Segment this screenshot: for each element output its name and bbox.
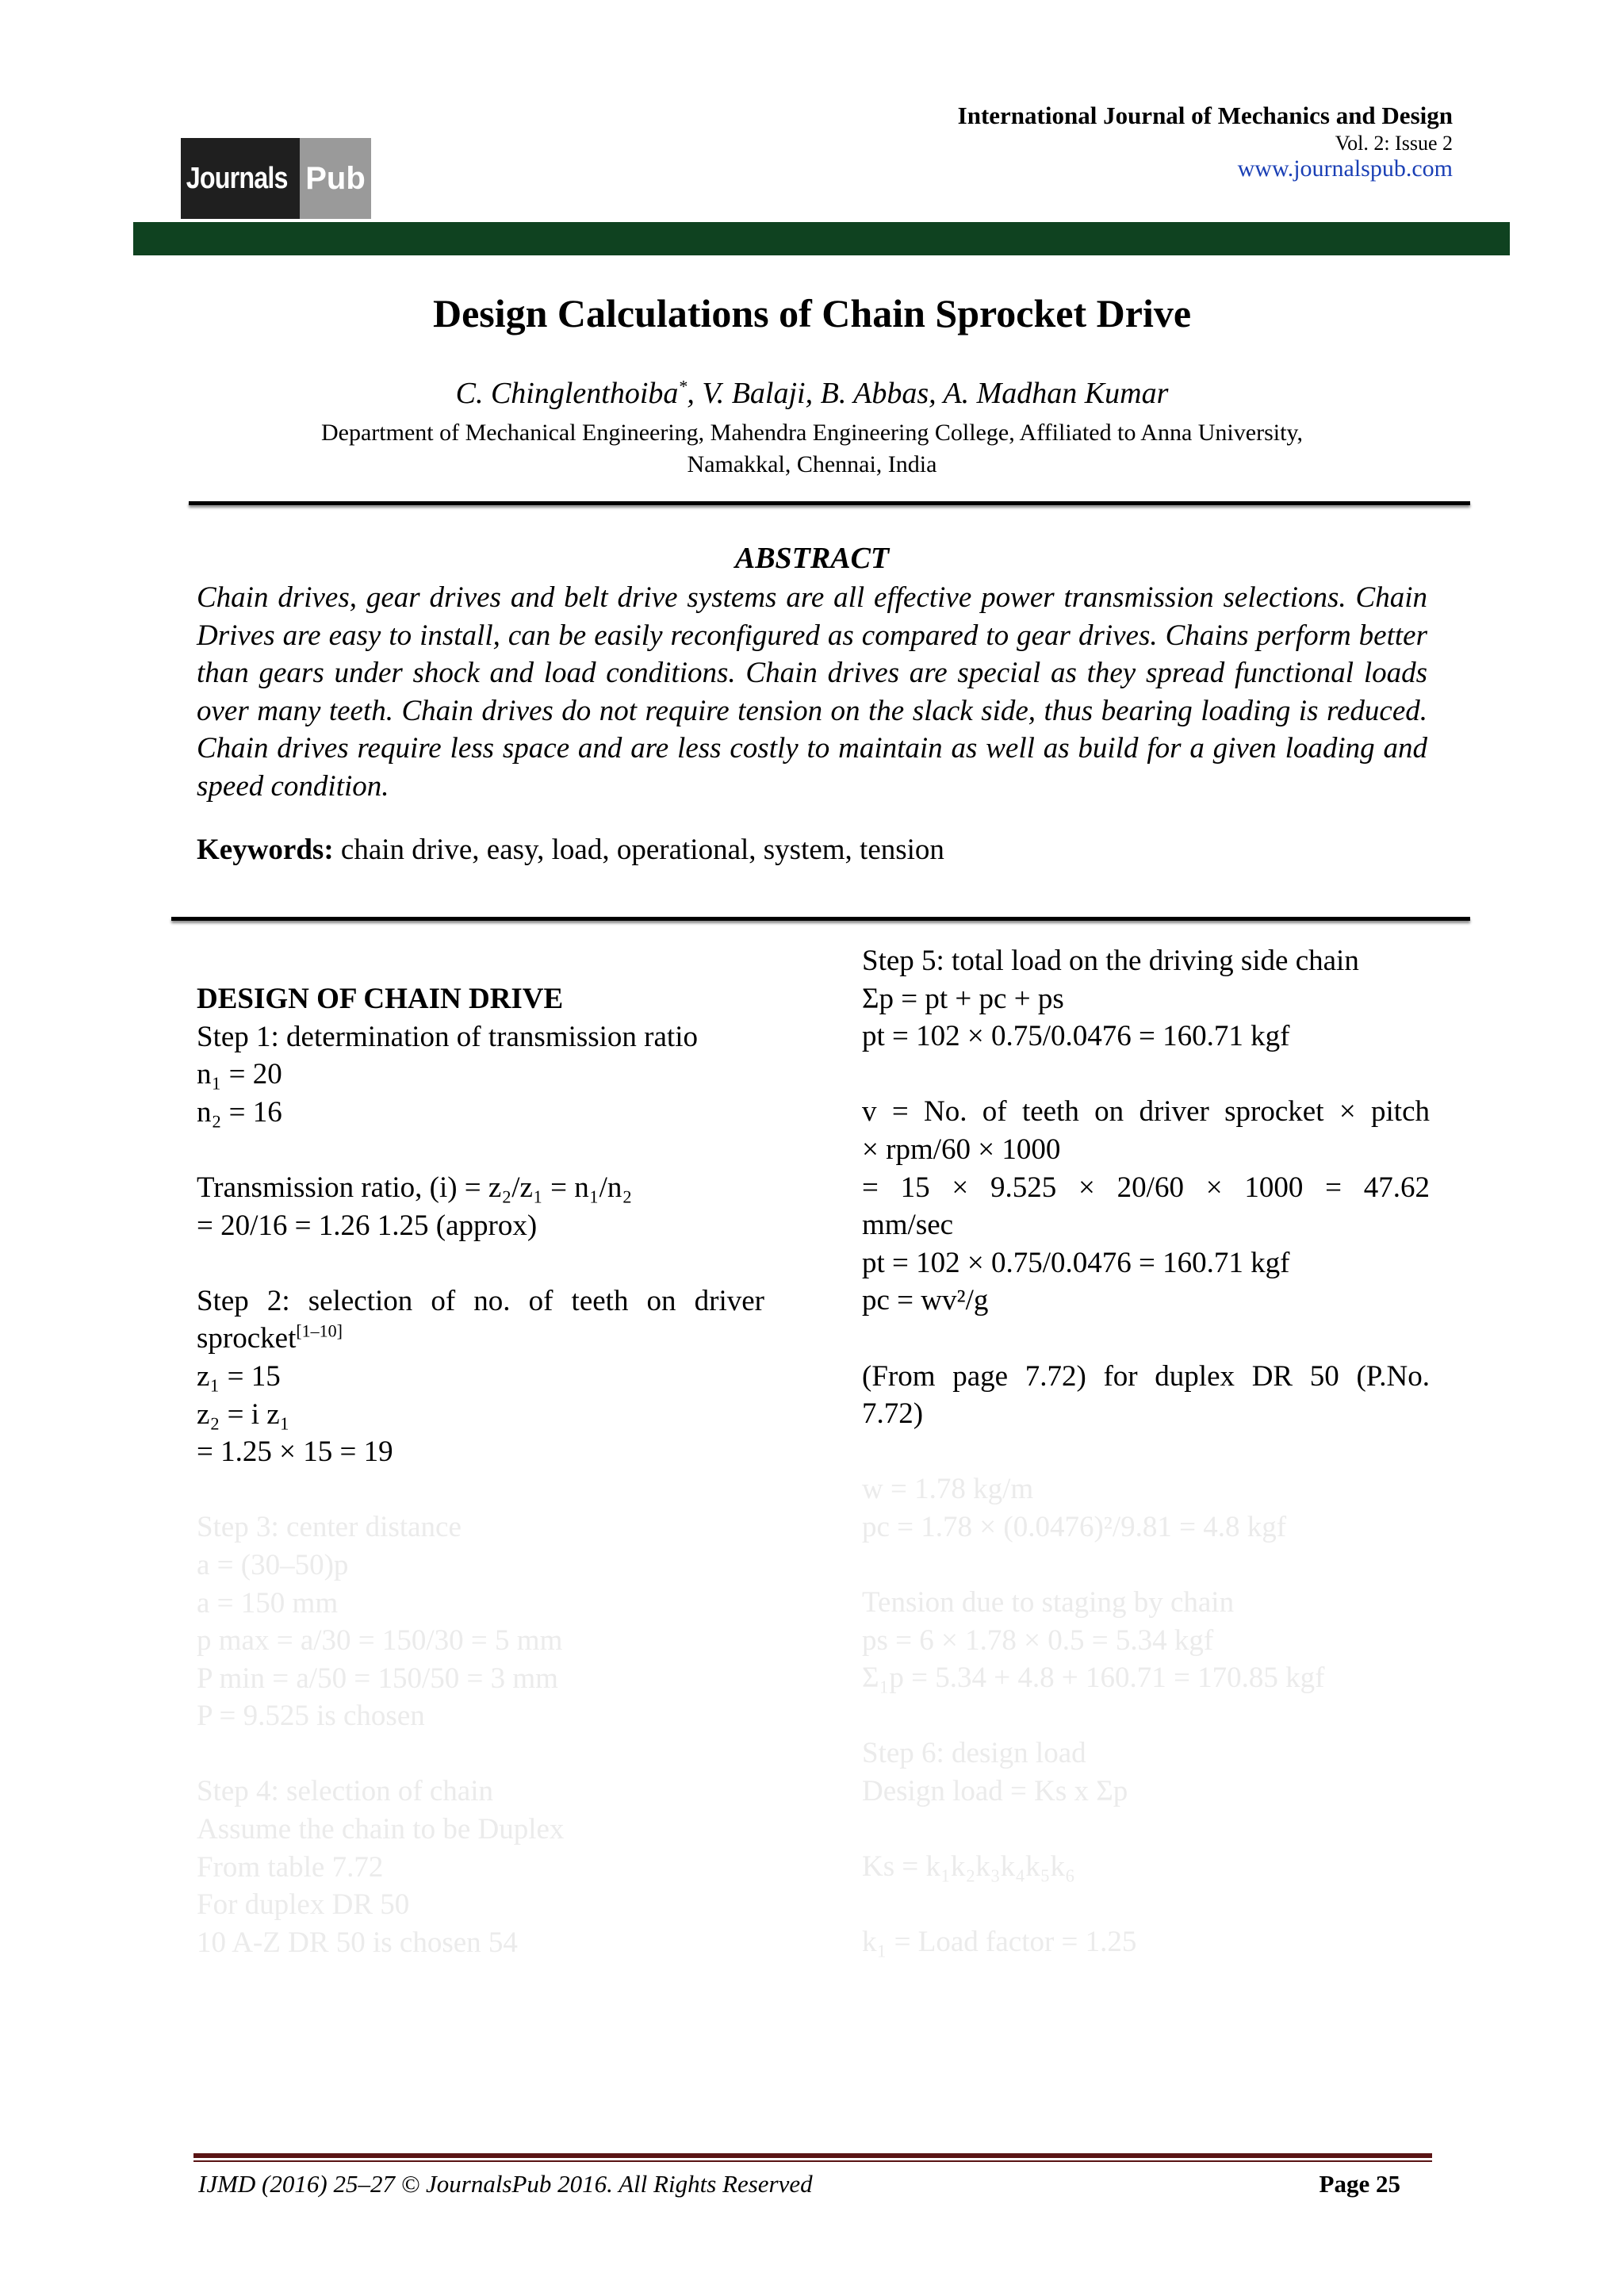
section-heading: DESIGN OF CHAIN DRIVE (197, 983, 564, 1015)
faded-line: 10 A-Z DR 50 is chosen 54 (197, 1926, 518, 1959)
citation-ref[interactable]: [1–10] (296, 1321, 343, 1342)
corresponding-mark: * (678, 376, 688, 397)
author-main: C. Chinglenthoiba (455, 377, 679, 410)
faded-line: a = 150 mm (197, 1586, 339, 1619)
affiliation (198, 417, 1426, 481)
faded-line: Step 6: design load (862, 1737, 1086, 1770)
abstract-heading: ABSTRACT (734, 542, 890, 575)
abstract-text: Chain drives, gear drives and belt drive systems are all effective power transmission selections. Chain Drives are easy to install, can be easily reconfigured as compared to gear drives. Chains perform better than gears under shock and load conditions. Chain drives are special as they spread functional loads over many teeth. Chain drives do not require tension on the slack side, thus bearing loading is reduced. Chain drives require less space and are less costly to maintain as well as build for a given loading and speed condition. (197, 581, 1427, 803)
faded-line: ps = 6 × 1.78 × 0.5 = 5.34 kgf (862, 1623, 1214, 1657)
body-line: × rpm/60 × 1000 (862, 1133, 1061, 1166)
body-line: pt = 102 × 0.75/0.0476 = 160.71 kgf (862, 1246, 1290, 1279)
journal-url[interactable]: www.journalspub.com (1237, 155, 1453, 182)
faded-line: w = 1.78 kg/m (862, 1473, 1034, 1506)
body-line: = 1.25 × 15 = 19 (197, 1435, 393, 1469)
body-line: z₁ = 15 (197, 1359, 281, 1393)
faded-line: From table 7.72 (197, 1850, 384, 1884)
body-line: Step 2: selection of no. of teeth on driver (197, 1284, 764, 1317)
faded-line: Assume the chain to be Duplex (197, 1813, 565, 1846)
body-line: pt = 102 × 0.75/0.0476 = 160.71 kgf (862, 1020, 1290, 1053)
body-line: Step 5: total load on the driving side chain (862, 945, 1359, 977)
faded-line: k₁ = Load factor = 1.25 (862, 1926, 1137, 1959)
left-column (197, 980, 764, 1961)
body-line: v = No. of teeth on driver sprocket × pitch (862, 1095, 1430, 1129)
faded-line: Design load = Ks x Σp (862, 1775, 1128, 1808)
body-line: = 20/16 = 1.26 1.25 (approx) (197, 1209, 538, 1242)
body-line: Step 1: determination of transmission ratio (197, 1020, 698, 1053)
paper-authors (0, 376, 1624, 411)
faded-line: a = (30–50)p (197, 1548, 349, 1581)
keywords-label: Keywords: (197, 834, 334, 866)
body-line: z₂ = i z₁ (197, 1397, 290, 1431)
paper-title: Design Calculations of Chain Sprocket Drive (432, 291, 1192, 335)
right-column (862, 942, 1430, 1961)
faded-line: Tension due to staging by chain (862, 1586, 1235, 1619)
affiliation-line: Department of Mechanical Engineering, Mahendra Engineering College, Affiliated to Anna University, (321, 420, 1303, 446)
footer-citation: IJMD (2016) 25–27 © JournalsPub 2016. All Rights Reserved (198, 2170, 813, 2198)
body-line: n₁ = 20 (197, 1058, 282, 1091)
body-line-with-ref (197, 1320, 764, 1358)
body-text: sprocket (197, 1322, 297, 1355)
logo-text-pub: Pub (300, 138, 371, 219)
body-line: (From page 7.72) for duplex DR 50 (P.No. (862, 1359, 1430, 1393)
body-line: Σp = pt + pc + ps (862, 982, 1064, 1015)
faded-line: P min = a/50 = 150/50 = 3 mm (197, 1662, 558, 1695)
logo-text: Journals (186, 161, 288, 195)
keywords (197, 833, 944, 867)
body-line: mm/sec (862, 1209, 954, 1242)
faded-line: Step 4: selection of chain (197, 1775, 494, 1808)
affiliation-line: Namakkal, Chennai, India (687, 451, 937, 477)
header-bar (133, 222, 1510, 255)
journal-volume: Vol. 2: Issue 2 (1335, 132, 1453, 155)
journal-name: International Journal of Mechanics and Design (957, 102, 1453, 129)
faded-line: Step 3: center distance (197, 1511, 462, 1544)
footer-rule (193, 2153, 1432, 2158)
page-number: Page 25 (1319, 2170, 1400, 2198)
author-rest: , V. Balaji, B. Abbas, A. Madhan Kumar (687, 377, 1169, 410)
footer-rule (193, 2160, 1432, 2162)
divider (189, 501, 1470, 505)
faded-line: Σ₁p = 5.34 + 4.8 + 160.71 = 170.85 kgf (862, 1662, 1325, 1695)
faded-line: For duplex DR 50 (197, 1888, 410, 1922)
faded-line: Ks = k₁k₂k₃k₄k₅k₆ (862, 1850, 1075, 1884)
faded-line: p max = a/30 = 150/30 = 5 mm (197, 1624, 563, 1658)
body-line: pc = wv²/g (862, 1284, 989, 1317)
keywords-list: chain drive, easy, load, operational, system, tension (333, 834, 944, 866)
body-line: Transmission ratio, (i) = z₂/z₁ = n₁/n₂ (197, 1171, 633, 1204)
body-line: 7.72) (862, 1397, 924, 1431)
body-line: n₂ = 16 (197, 1095, 282, 1129)
journal-logo (181, 138, 371, 219)
faded-line: P = 9.525 is chosen (197, 1700, 425, 1733)
faded-line: pc = 1.78 × (0.0476)²/9.81 = 4.8 kgf (862, 1510, 1287, 1543)
body-line: = 15 × 9.525 × 20/60 × 1000 = 47.62 (862, 1171, 1430, 1204)
divider (171, 917, 1470, 921)
